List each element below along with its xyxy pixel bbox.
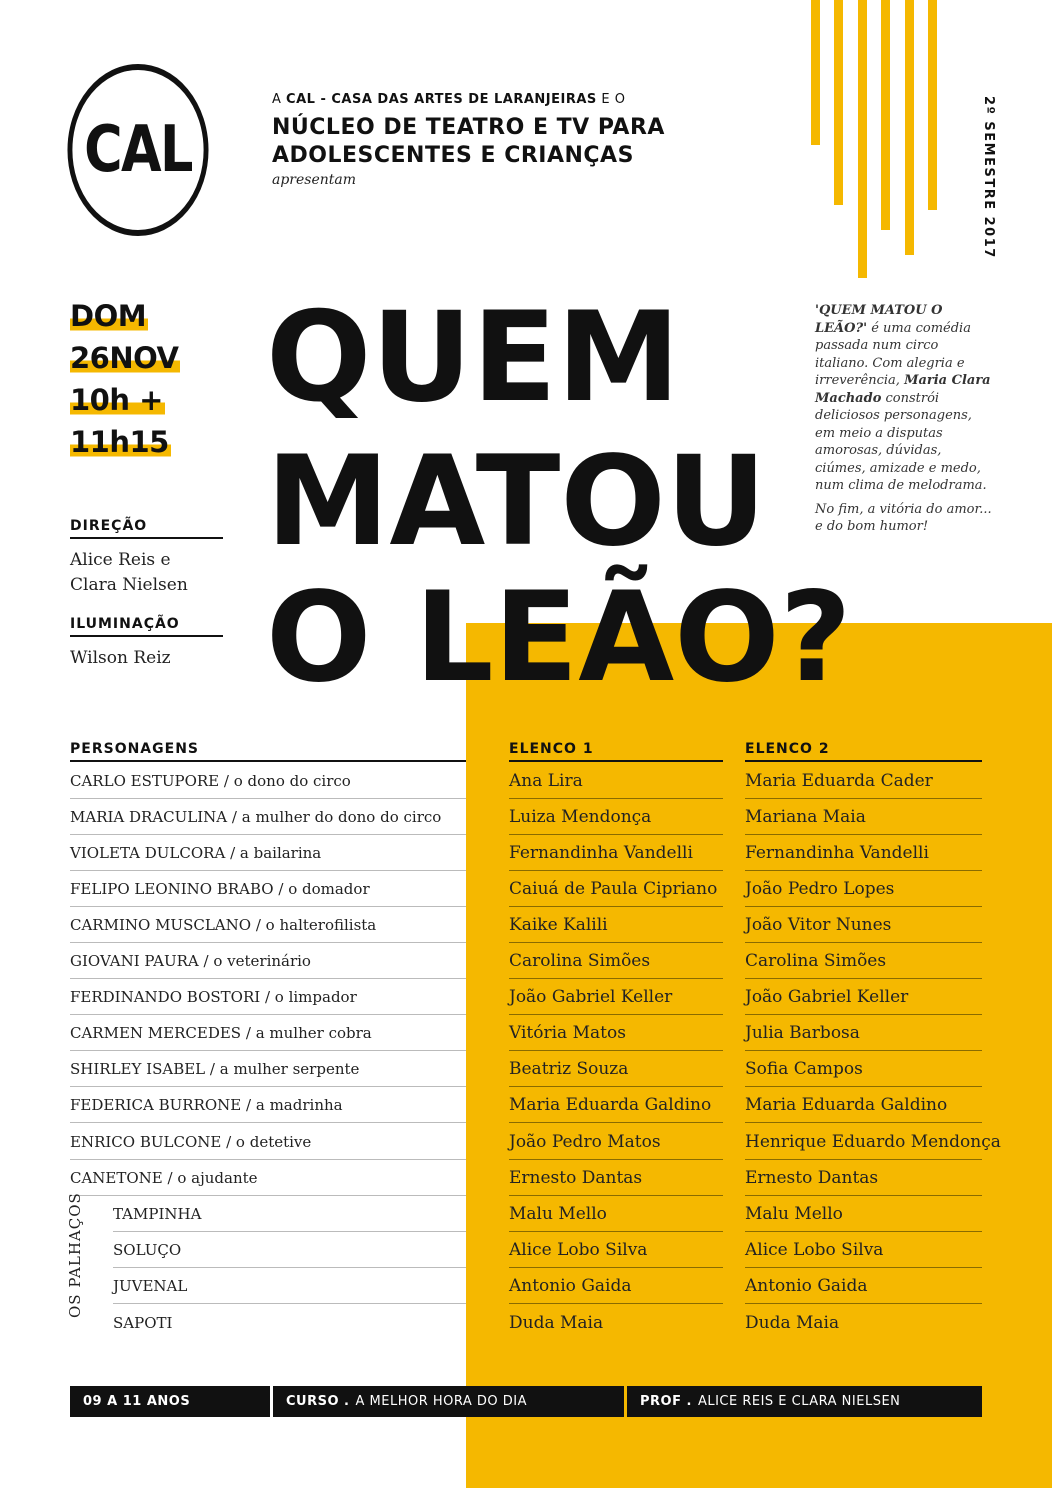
event-time-1 bbox=[70, 384, 165, 416]
cast2-name: João Gabriel Keller bbox=[745, 987, 909, 1007]
character-desc: / a mulher serpente bbox=[209, 1060, 360, 1078]
character-name bbox=[70, 1024, 372, 1042]
cast1-cell bbox=[509, 871, 723, 907]
character-name bbox=[70, 988, 357, 1006]
cast2-name: Duda Maia bbox=[745, 1313, 840, 1333]
character-desc: / a bailarina bbox=[230, 844, 322, 862]
table-row bbox=[70, 799, 982, 835]
character-name bbox=[70, 952, 311, 970]
synopsis bbox=[815, 302, 995, 536]
cast2-cell bbox=[745, 1268, 982, 1304]
org-name bbox=[272, 114, 665, 170]
cast2-name: Maria Eduarda Galdino bbox=[745, 1095, 948, 1115]
character-cell bbox=[70, 799, 466, 835]
footer-age bbox=[70, 1386, 270, 1417]
synopsis-p1 bbox=[815, 302, 995, 495]
cast1-cell bbox=[509, 799, 723, 835]
clowns-label: OS PALHAÇOS bbox=[66, 1192, 84, 1318]
character-name bbox=[70, 1133, 311, 1151]
cast1-name: Carolina Simões bbox=[509, 951, 651, 971]
cast1-name: Alice Lobo Silva bbox=[509, 1240, 648, 1260]
character-desc: / a madrinha bbox=[246, 1096, 343, 1114]
cast2-cell bbox=[745, 1232, 982, 1268]
character-cell bbox=[113, 1196, 466, 1232]
cast2-name: Sofia Campos bbox=[745, 1059, 863, 1079]
synopsis-text-b: constrói deliciosos personagens, em meio a disputas amorosas, dúvidas, ciúmes, amizade e medo, num clima de melodrama. bbox=[815, 390, 987, 493]
header-elenco-2: ELENCO 2 bbox=[745, 741, 830, 757]
cast1-cell bbox=[509, 1160, 723, 1196]
footer-prof-value: ALICE REIS E CLARA NIELSEN bbox=[697, 1394, 901, 1409]
direction-value bbox=[70, 548, 188, 598]
cast1-cell bbox=[509, 1268, 723, 1304]
cast2-cell bbox=[745, 907, 982, 943]
footer-age-text: 09 A 11 ANOS bbox=[83, 1394, 191, 1409]
character-name-text: ENRICO BULCONE bbox=[70, 1133, 222, 1151]
table-row bbox=[70, 1196, 982, 1232]
character-name-text: CARLO ESTUPORE bbox=[70, 772, 220, 790]
synopsis-author: Maria Clara Machado bbox=[815, 373, 991, 406]
character-name bbox=[70, 808, 441, 826]
table-row bbox=[70, 1305, 982, 1341]
character-desc: / o ajudante bbox=[167, 1169, 258, 1187]
header-rule bbox=[745, 760, 982, 762]
lighting-value: Wilson Reiz bbox=[70, 648, 171, 668]
event-date bbox=[70, 342, 180, 374]
character-cell bbox=[113, 1232, 466, 1268]
cast1-name: Caiuá de Paula Cipriano bbox=[509, 879, 718, 899]
cast2-cell bbox=[745, 835, 982, 871]
character-name: SAPOTI bbox=[113, 1314, 173, 1332]
cast2-cell bbox=[745, 799, 982, 835]
cast1-cell bbox=[509, 1015, 723, 1051]
table-row bbox=[70, 1124, 1001, 1160]
semester-text: 2º SEMESTRE 2017 bbox=[981, 96, 996, 259]
character-name bbox=[70, 1169, 258, 1187]
cast1-cell bbox=[509, 835, 723, 871]
header-rule bbox=[509, 760, 723, 762]
header-rule bbox=[70, 760, 466, 762]
table-row bbox=[70, 1268, 982, 1304]
cast1-cell bbox=[509, 1196, 723, 1232]
presents-text: apresentam bbox=[272, 172, 357, 188]
intro-line bbox=[272, 92, 626, 107]
cast2-name: Antonio Gaida bbox=[745, 1276, 868, 1296]
character-desc: / o dono do circo bbox=[223, 772, 351, 790]
character-desc: / o detetive bbox=[226, 1133, 312, 1151]
cast2-name: João Vitor Nunes bbox=[745, 915, 892, 935]
event-time-1-text: 10h + bbox=[70, 383, 163, 417]
stripe bbox=[811, 0, 820, 145]
character-cell bbox=[113, 1305, 466, 1341]
synopsis-p2: No fim, a vitória do amor... e do bom humor! bbox=[815, 501, 992, 534]
table-row bbox=[70, 871, 982, 907]
event-date-text: 26NOV bbox=[70, 341, 179, 375]
character-cell bbox=[70, 835, 466, 871]
cast1-name: Luiza Mendonça bbox=[509, 807, 652, 827]
character-desc: / a mulher cobra bbox=[245, 1024, 372, 1042]
cast2-name: Mariana Maia bbox=[745, 807, 866, 827]
character-name-text: GIOVANI PAURA bbox=[70, 952, 199, 970]
character-name-text: CANETONE bbox=[70, 1169, 163, 1187]
cast2-cell bbox=[745, 1196, 982, 1232]
stripe bbox=[834, 0, 843, 205]
character-cell bbox=[70, 979, 466, 1015]
cast1-name: João Pedro Matos bbox=[509, 1132, 661, 1152]
cast1-cell bbox=[509, 1305, 723, 1341]
character-desc: / a mulher do dono do circo bbox=[231, 808, 442, 826]
character-desc: / o halterofilista bbox=[255, 916, 377, 934]
table-row bbox=[70, 1051, 982, 1087]
cast1-cell bbox=[509, 979, 723, 1015]
character-name-text: FELIPO LEONINO BRABO bbox=[70, 880, 274, 898]
footer-prof-label: PROF . bbox=[640, 1394, 692, 1409]
cast1-cell bbox=[509, 907, 723, 943]
character-name bbox=[70, 916, 376, 934]
event-time-2 bbox=[70, 426, 171, 458]
cast2-cell bbox=[745, 943, 982, 979]
logo-text: CAL bbox=[84, 113, 192, 187]
semester-label bbox=[974, 96, 1000, 259]
cast2-name: Fernandinha Vandelli bbox=[745, 843, 929, 863]
title-line-2: MATOU bbox=[266, 430, 767, 574]
org-line-2: ADOLESCENTES E CRIANÇAS bbox=[272, 143, 634, 168]
cast1-name: Ernesto Dantas bbox=[509, 1168, 643, 1188]
character-name bbox=[70, 844, 321, 862]
cast1-cell bbox=[509, 1232, 723, 1268]
cast2-cell bbox=[745, 1051, 982, 1087]
header-elenco-1: ELENCO 1 bbox=[509, 741, 594, 757]
character-name-text: SHIRLEY ISABEL bbox=[70, 1060, 206, 1078]
synopsis-title: 'QUEM MATOU O LEÃO?' bbox=[815, 303, 943, 336]
cast2-name: Ernesto Dantas bbox=[745, 1168, 879, 1188]
character-desc: / o domador bbox=[278, 880, 370, 898]
character-cell bbox=[70, 1124, 466, 1160]
table-row bbox=[70, 1015, 982, 1051]
direction-line-2: Clara Nielsen bbox=[70, 575, 188, 595]
stripe bbox=[928, 0, 937, 210]
table-row bbox=[70, 979, 982, 1015]
table-row bbox=[70, 1160, 982, 1196]
character-cell bbox=[70, 1160, 466, 1196]
cast2-cell bbox=[745, 1160, 982, 1196]
table-row bbox=[70, 1087, 982, 1123]
cast1-cell bbox=[509, 1124, 723, 1160]
cast2-name: Henrique Eduardo Mendonça bbox=[745, 1132, 1001, 1152]
character-cell bbox=[70, 1087, 466, 1123]
cast1-cell bbox=[509, 1051, 723, 1087]
character-cell bbox=[70, 907, 466, 943]
cast1-name: Duda Maia bbox=[509, 1313, 604, 1333]
cast2-cell bbox=[745, 1015, 982, 1051]
cast1-name: João Gabriel Keller bbox=[509, 987, 673, 1007]
cast2-name: Carolina Simões bbox=[745, 951, 887, 971]
cast1-name: Antonio Gaida bbox=[509, 1276, 632, 1296]
footer-course bbox=[273, 1386, 624, 1417]
event-time-2-text: 11h15 bbox=[70, 425, 169, 459]
character-name: TAMPINHA bbox=[113, 1205, 202, 1223]
header-personagens: PERSONAGENS bbox=[70, 741, 199, 757]
cast2-name: João Pedro Lopes bbox=[745, 879, 895, 899]
character-cell bbox=[70, 943, 466, 979]
table-row bbox=[70, 943, 982, 979]
cal-logo bbox=[67, 64, 208, 236]
stripe bbox=[881, 0, 890, 230]
direction-label: DIREÇÃO bbox=[70, 518, 223, 539]
table-row bbox=[70, 835, 982, 871]
org-line-1: NÚCLEO DE TEATRO E TV PARA bbox=[272, 115, 665, 140]
cast1-name: Beatriz Souza bbox=[509, 1059, 629, 1079]
table-row bbox=[70, 907, 982, 943]
character-name bbox=[70, 880, 370, 898]
cast2-cell bbox=[745, 1087, 982, 1123]
title-line-3: O LEÃO? bbox=[266, 566, 852, 710]
cast2-cell bbox=[745, 1124, 1001, 1160]
cast2-cell bbox=[745, 979, 982, 1015]
footer-course-label: CURSO . bbox=[286, 1394, 350, 1409]
cast2-cell bbox=[745, 763, 982, 799]
intro-suffix: E O bbox=[601, 92, 626, 107]
cast1-name: Fernandinha Vandelli bbox=[509, 843, 693, 863]
cast1-cell bbox=[509, 763, 723, 799]
event-day bbox=[70, 300, 148, 332]
title-line-1: QUEM bbox=[266, 286, 681, 430]
stripe bbox=[858, 0, 867, 278]
cast1-name: Kaike Kalili bbox=[509, 915, 608, 935]
character-cell bbox=[70, 763, 466, 799]
character-desc: / o limpador bbox=[264, 988, 357, 1006]
cast2-name: Maria Eduarda Cader bbox=[745, 771, 933, 791]
lighting-label: ILUMINAÇÃO bbox=[70, 616, 223, 637]
character-name bbox=[70, 1060, 359, 1078]
synopsis-text-a: é uma comédia passada num circo italiano. Com alegria e irreverência, bbox=[815, 320, 971, 388]
event-day-text: DOM bbox=[70, 299, 147, 333]
cast1-name: Maria Eduarda Galdino bbox=[509, 1095, 712, 1115]
cast2-cell bbox=[745, 1305, 982, 1341]
character-name-text: CARMEN MERCEDES bbox=[70, 1024, 242, 1042]
character-name: SOLUÇO bbox=[113, 1241, 182, 1259]
character-name-text: CARMINO MUSCLANO bbox=[70, 916, 252, 934]
stripe bbox=[905, 0, 914, 255]
cast1-name: Malu Mello bbox=[509, 1204, 607, 1224]
cast2-name: Malu Mello bbox=[745, 1204, 843, 1224]
footer-prof bbox=[627, 1386, 982, 1417]
character-name-text: FERDINANDO BOSTORI bbox=[70, 988, 261, 1006]
intro-org: CAL - CASA DAS ARTES DE LARANJEIRAS bbox=[286, 92, 597, 107]
character-cell bbox=[70, 1051, 466, 1087]
direction-line-1: Alice Reis e bbox=[70, 550, 171, 570]
character-cell bbox=[70, 1015, 466, 1051]
cast2-name: Julia Barbosa bbox=[745, 1023, 860, 1043]
cast2-name: Alice Lobo Silva bbox=[745, 1240, 884, 1260]
character-name: JUVENAL bbox=[113, 1277, 188, 1295]
character-name bbox=[70, 772, 351, 790]
table-row bbox=[70, 763, 982, 799]
cast1-name: Ana Lira bbox=[509, 771, 583, 791]
character-name-text: FEDERICA BURRONE bbox=[70, 1096, 242, 1114]
table-row bbox=[70, 1232, 982, 1268]
character-name-text: MARIA DRACULINA bbox=[70, 808, 228, 826]
character-name bbox=[70, 1096, 343, 1114]
intro-prefix: A bbox=[272, 92, 282, 107]
cast2-cell bbox=[745, 871, 982, 907]
character-desc: / o veterinário bbox=[203, 952, 311, 970]
footer-course-value: A MELHOR HORA DO DIA bbox=[355, 1394, 528, 1409]
character-name-text: VIOLETA DULCORA bbox=[70, 844, 226, 862]
cast1-cell bbox=[509, 943, 723, 979]
character-cell bbox=[113, 1268, 466, 1304]
character-cell bbox=[70, 871, 466, 907]
cast1-name: Vitória Matos bbox=[509, 1023, 626, 1043]
cast1-cell bbox=[509, 1087, 723, 1123]
